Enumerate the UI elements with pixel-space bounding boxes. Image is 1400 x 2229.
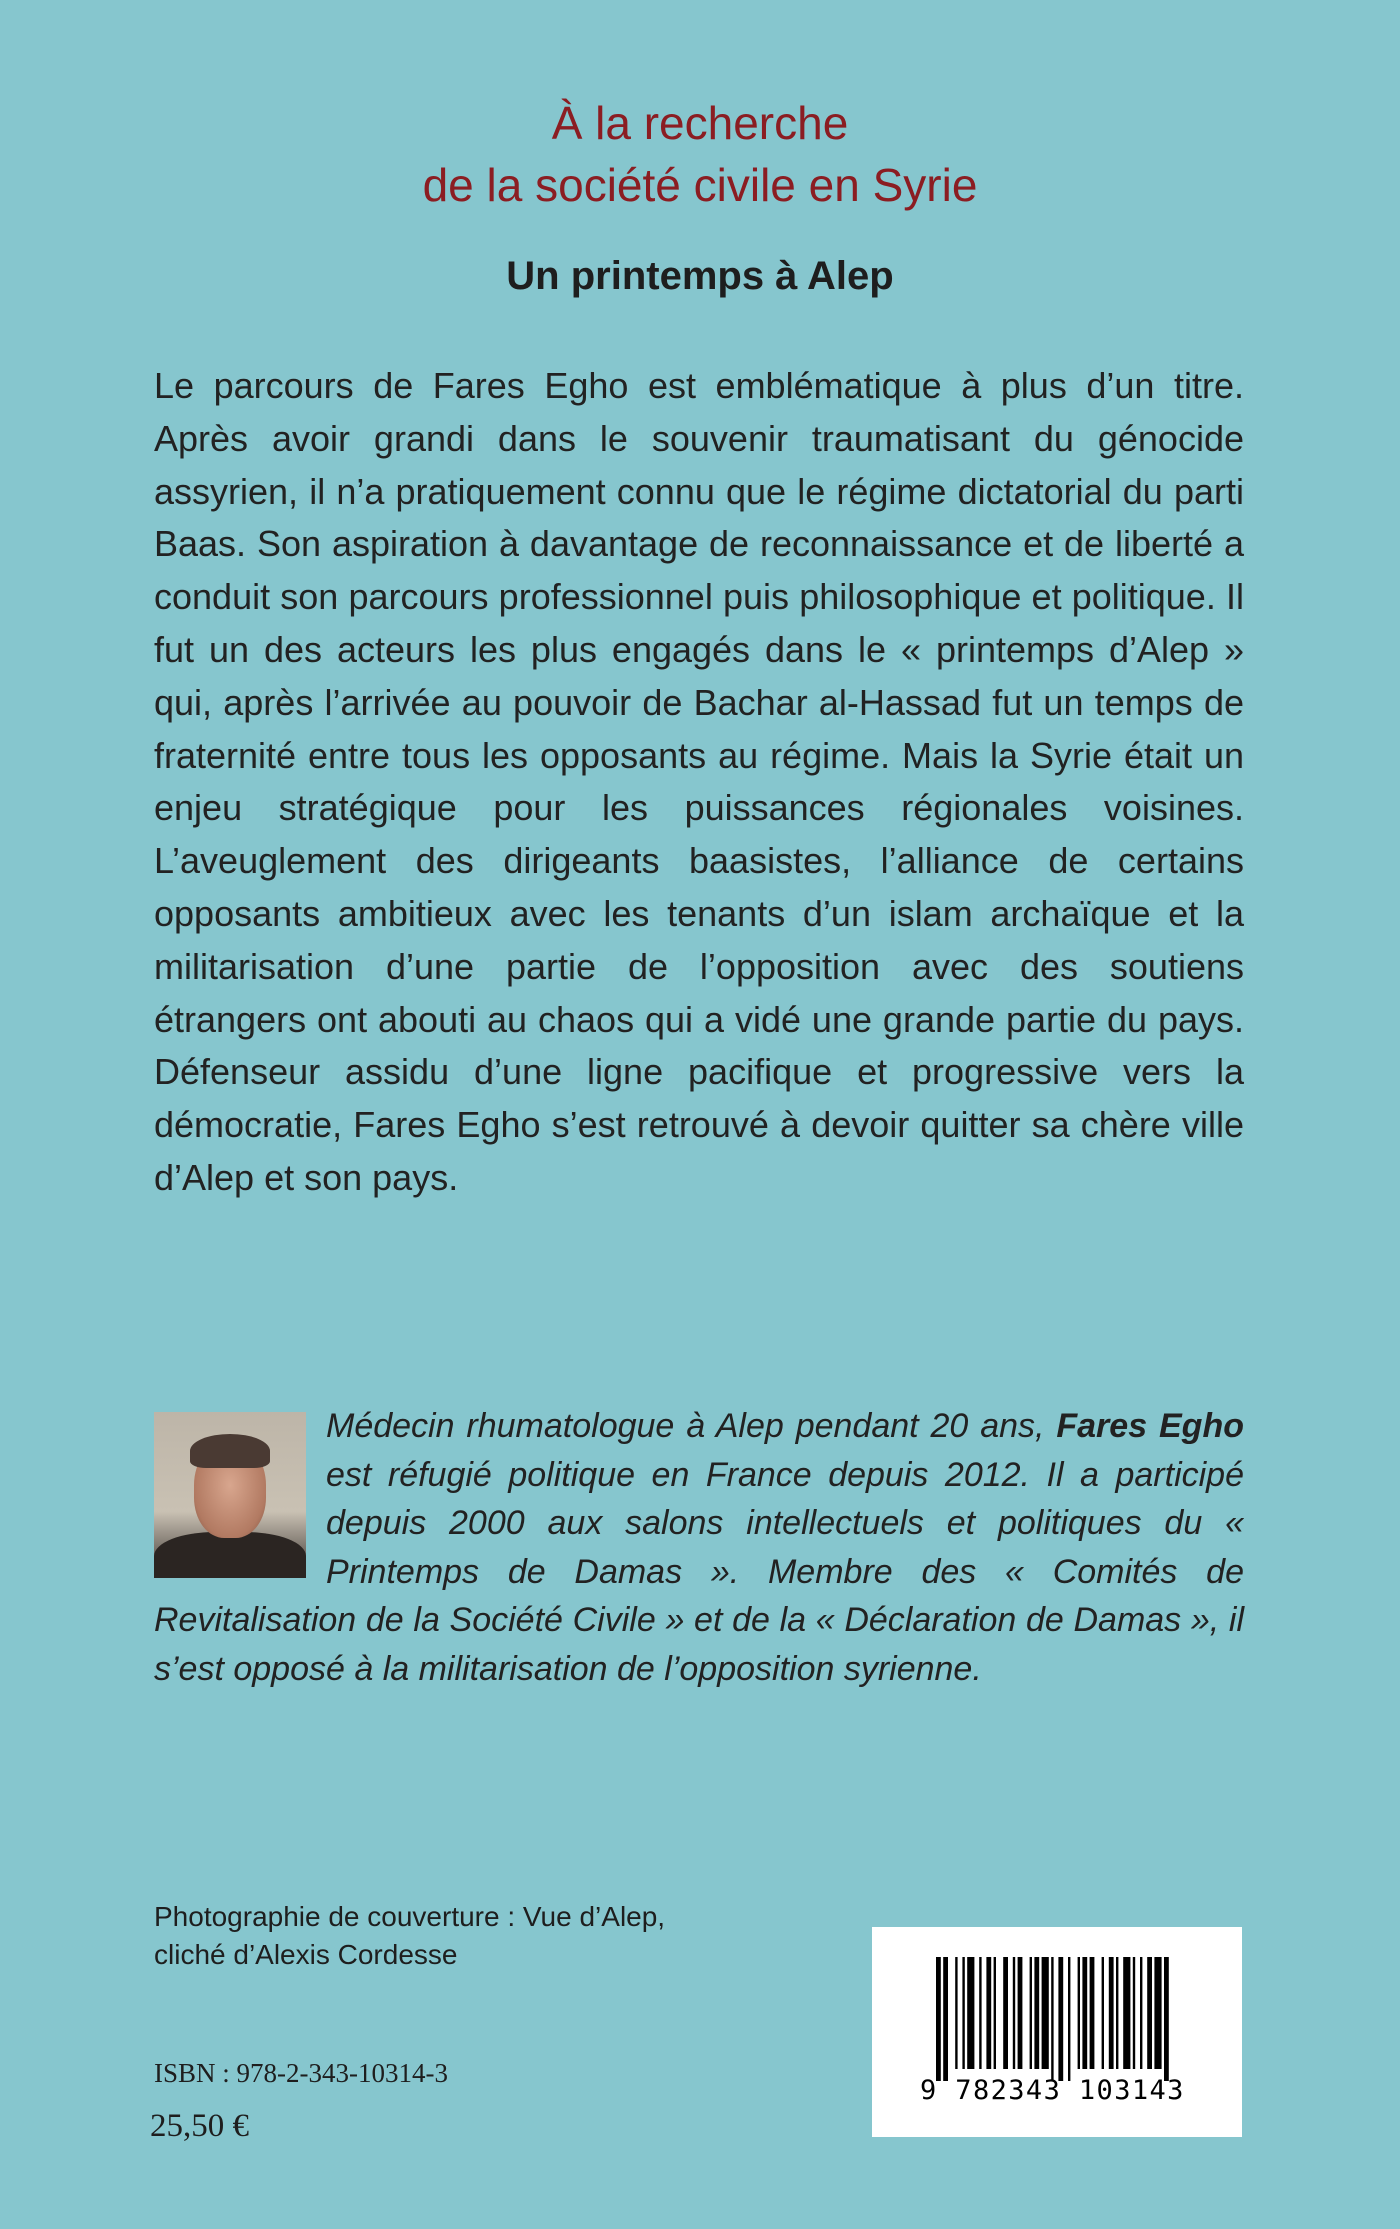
- barcode-number: 9 782343 103143: [920, 2075, 1185, 2106]
- credit-line-1: Photographie de couverture : Vue d’Alep,: [154, 1901, 666, 1932]
- author-photo: [154, 1412, 306, 1578]
- price-label: 25,50 €: [150, 2108, 249, 2144]
- title-line-1: À la recherche: [551, 97, 849, 149]
- isbn-label: ISBN : 978-2-343-10314-3: [154, 2058, 448, 2088]
- book-subtitle: Un printemps à Alep: [506, 254, 894, 298]
- bio-lead: Médecin rhumatologue à Alep pendant 20 ans,: [326, 1407, 1057, 1445]
- book-title: [0, 92, 1400, 216]
- barcode: [872, 1927, 1242, 2137]
- author-bio: [154, 1402, 1244, 1693]
- bio-rest: est réfugié politique en France depuis 2012. Il a participé depuis 2000 aux salons intellectuels et politiques du « Printemps de Damas ». Membre des « Comités de Revitalisation de la Société Civile » et de la « Déclaration de Damas », il s’est opposé à la militarisation de l’opposition syrienne.: [154, 1455, 1244, 1688]
- credit-line-2: cliché d’Alexis Cordesse: [154, 1939, 458, 1970]
- photo-credit: [154, 1898, 665, 1974]
- title-line-2: de la société civile en Syrie: [422, 159, 978, 211]
- blurb-paragraph: Le parcours de Fares Egho est emblématique à plus d’un titre. Après avoir grandi dans le souvenir traumatisant du génocide assyrien, il n’a pratiquement connu que le régime dictatorial du parti Baas. Son aspiration à davantage de reconnaissance et de liberté a conduit son parcours professionnel puis philosophique et politique. Il fut un des acteurs les plus engagés dans le « printemps d’Alep » qui, après l’arrivée au pouvoir de Bachar al-Hassad fut un temps de fraternité entre tous les opposants au régime. Mais la Syrie était un enjeu stratégique pour les puissances régionales voisines. L’aveuglement des dirigeants baasistes, l’alliance de certains opposants ambitieux avec les tenants d’un islam archaïque et la militarisation d’une partie de l’opposition avec des soutiens étrangers ont abouti au chaos qui a vidé une grande partie du pays. Défenseur assidu d’une ligne pacifique et progressive vers la démocratie, Fares Egho s’est retrouvé à devoir quitter sa chère ville d’Alep et son pays.: [154, 365, 1244, 1198]
- author-name: Fares Egho: [1056, 1407, 1244, 1445]
